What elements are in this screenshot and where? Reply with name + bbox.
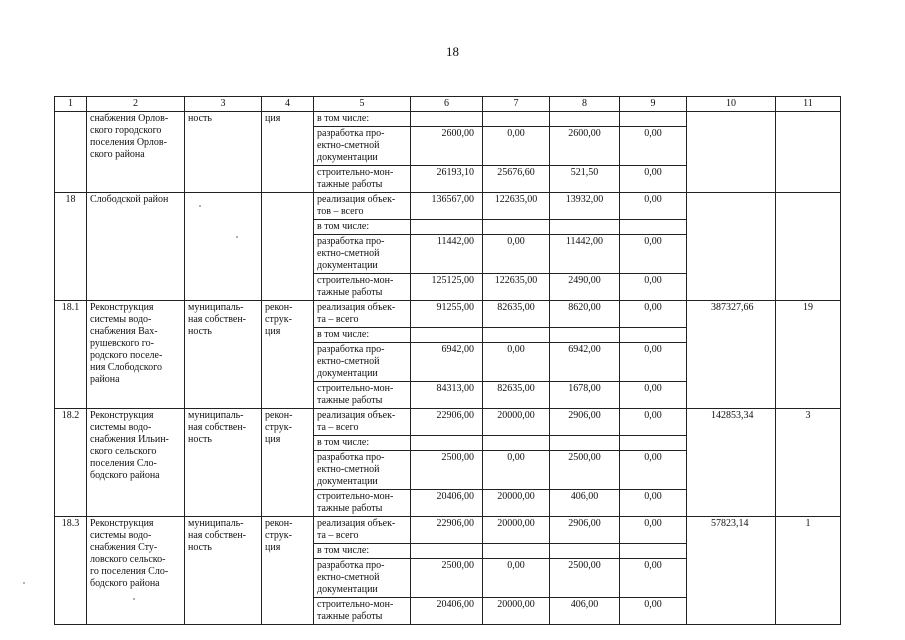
local-amount-cell: 0,00 — [620, 166, 687, 193]
federal-amount-cell: 20000,00 — [483, 490, 550, 517]
federal-amount-cell: 20000,00 — [483, 409, 550, 436]
object-name-cell: снабжения Орлов- ского городского поселения Орлов- ского района — [87, 112, 185, 193]
local-amount-cell: 0,00 — [620, 382, 687, 409]
table-row — [55, 517, 841, 544]
row-number-cell: 18.1 — [55, 301, 87, 409]
local-amount-cell: 0,00 — [620, 193, 687, 220]
regional-amount-cell: 2500,00 — [550, 559, 620, 598]
column-number: 11 — [776, 97, 841, 112]
scan-speck — [23, 582, 25, 584]
federal-amount-cell: 82635,00 — [483, 382, 550, 409]
regional-amount-cell: 2906,00 — [550, 517, 620, 544]
indicator-cell: строительно-мон- тажные работы — [314, 274, 411, 301]
regional-amount-cell: 521,50 — [550, 166, 620, 193]
indicator-cell: разработка про- ектно-сметной документации — [314, 559, 411, 598]
indicator-cell: разработка про- ектно-сметной документации — [314, 235, 411, 274]
row-number-cell: 18 — [55, 193, 87, 301]
regional-amount-cell: 406,00 — [550, 490, 620, 517]
row-number-cell — [55, 112, 87, 193]
cost-cell — [687, 112, 776, 193]
indicator-cell: в том числе: — [314, 544, 411, 559]
indicator-cell: строительно-мон- тажные работы — [314, 490, 411, 517]
column-number: 1 — [55, 97, 87, 112]
total-amount-cell: 6942,00 — [411, 343, 483, 382]
total-amount-cell — [411, 544, 483, 559]
column-numbers-row — [55, 97, 841, 112]
total-amount-cell: 125125,00 — [411, 274, 483, 301]
total-amount-cell: 2500,00 — [411, 559, 483, 598]
indicator-cell: реализация объек- тов – всего — [314, 193, 411, 220]
regional-amount-cell — [550, 112, 620, 127]
regional-amount-cell: 2500,00 — [550, 451, 620, 490]
federal-amount-cell: 20000,00 — [483, 517, 550, 544]
local-amount-cell — [620, 544, 687, 559]
federal-amount-cell: 0,00 — [483, 343, 550, 382]
regional-amount-cell: 11442,00 — [550, 235, 620, 274]
total-amount-cell: 91255,00 — [411, 301, 483, 328]
total-amount-cell: 20406,00 — [411, 490, 483, 517]
cost-cell: 387327,66 — [687, 301, 776, 409]
regional-amount-cell: 2490,00 — [550, 274, 620, 301]
federal-amount-cell: 0,00 — [483, 559, 550, 598]
federal-amount-cell: 122635,00 — [483, 193, 550, 220]
indicator-cell: строительно-мон- тажные работы — [314, 382, 411, 409]
federal-amount-cell — [483, 436, 550, 451]
federal-amount-cell — [483, 220, 550, 235]
federal-amount-cell: 0,00 — [483, 127, 550, 166]
indicator-cell: реализация объек- та – всего — [314, 409, 411, 436]
work-type-cell — [262, 193, 314, 301]
work-type-cell: рекон- струк- ция — [262, 517, 314, 625]
object-name-cell: Слободской район — [87, 193, 185, 301]
regional-amount-cell: 2906,00 — [550, 409, 620, 436]
regional-amount-cell: 406,00 — [550, 598, 620, 625]
federal-amount-cell: 82635,00 — [483, 301, 550, 328]
table-row — [55, 193, 841, 220]
local-amount-cell: 0,00 — [620, 343, 687, 382]
indicator-cell: разработка про- ектно-сметной документации — [314, 451, 411, 490]
federal-amount-cell: 122635,00 — [483, 274, 550, 301]
cost-cell — [687, 193, 776, 301]
total-amount-cell: 20406,00 — [411, 598, 483, 625]
column-number: 10 — [687, 97, 776, 112]
table-row — [55, 301, 841, 328]
total-amount-cell: 22906,00 — [411, 409, 483, 436]
ownership-cell: муниципаль- ная собствен- ность — [185, 517, 262, 625]
regional-amount-cell: 13932,00 — [550, 193, 620, 220]
indicator-cell: разработка про- ектно-сметной документации — [314, 343, 411, 382]
cost-cell: 142853,34 — [687, 409, 776, 517]
total-amount-cell: 2500,00 — [411, 451, 483, 490]
local-amount-cell: 0,00 — [620, 598, 687, 625]
work-type-cell: рекон- струк- ция — [262, 301, 314, 409]
ownership-cell: ность — [185, 112, 262, 193]
work-type-cell: рекон- струк- ция — [262, 409, 314, 517]
table-row — [55, 409, 841, 436]
federal-amount-cell: 0,00 — [483, 235, 550, 274]
total-amount-cell — [411, 220, 483, 235]
indicator-cell: разработка про- ектно-сметной документации — [314, 127, 411, 166]
column-number: 7 — [483, 97, 550, 112]
indicator-cell: в том числе: — [314, 436, 411, 451]
scan-speck — [199, 205, 201, 207]
total-amount-cell — [411, 112, 483, 127]
regional-amount-cell — [550, 544, 620, 559]
federal-amount-cell — [483, 328, 550, 343]
regional-amount-cell: 2600,00 — [550, 127, 620, 166]
federal-amount-cell — [483, 544, 550, 559]
scan-speck — [236, 236, 238, 238]
regional-amount-cell: 6942,00 — [550, 343, 620, 382]
indicator-cell: в том числе: — [314, 112, 411, 127]
total-amount-cell: 26193,10 — [411, 166, 483, 193]
local-amount-cell: 0,00 — [620, 559, 687, 598]
count-cell: 1 — [776, 517, 841, 625]
column-number: 3 — [185, 97, 262, 112]
column-number: 6 — [411, 97, 483, 112]
federal-amount-cell: 25676,60 — [483, 166, 550, 193]
total-amount-cell — [411, 328, 483, 343]
total-amount-cell: 2600,00 — [411, 127, 483, 166]
regional-amount-cell — [550, 436, 620, 451]
indicator-cell: в том числе: — [314, 328, 411, 343]
indicator-cell: в том числе: — [314, 220, 411, 235]
local-amount-cell: 0,00 — [620, 409, 687, 436]
count-cell — [776, 193, 841, 301]
local-amount-cell: 0,00 — [620, 127, 687, 166]
cost-cell: 57823,14 — [687, 517, 776, 625]
local-amount-cell — [620, 220, 687, 235]
federal-amount-cell: 20000,00 — [483, 598, 550, 625]
column-number: 2 — [87, 97, 185, 112]
table-row — [55, 112, 841, 127]
object-name-cell: Реконструкция системы водо- снабжения Сту- ловского сельско- го поселения Сло- бодского района — [87, 517, 185, 625]
total-amount-cell: 136567,00 — [411, 193, 483, 220]
total-amount-cell — [411, 436, 483, 451]
federal-amount-cell — [483, 112, 550, 127]
total-amount-cell: 84313,00 — [411, 382, 483, 409]
count-cell: 3 — [776, 409, 841, 517]
local-amount-cell — [620, 112, 687, 127]
federal-amount-cell: 0,00 — [483, 451, 550, 490]
regional-amount-cell — [550, 328, 620, 343]
count-cell: 19 — [776, 301, 841, 409]
column-number: 5 — [314, 97, 411, 112]
regional-amount-cell — [550, 220, 620, 235]
page-number: 18 — [446, 44, 459, 59]
local-amount-cell: 0,00 — [620, 235, 687, 274]
indicator-cell: строительно-мон- тажные работы — [314, 598, 411, 625]
indicator-cell: реализация объек- та – всего — [314, 301, 411, 328]
local-amount-cell — [620, 328, 687, 343]
ownership-cell — [185, 193, 262, 301]
object-name-cell: Реконструкция системы водо- снабжения Вах- рушевского го- родского поселе- ния Слободского района — [87, 301, 185, 409]
total-amount-cell: 22906,00 — [411, 517, 483, 544]
total-amount-cell: 11442,00 — [411, 235, 483, 274]
ownership-cell: муниципаль- ная собствен- ность — [185, 301, 262, 409]
row-number-cell: 18.3 — [55, 517, 87, 625]
indicator-cell: реализация объек- та – всего — [314, 517, 411, 544]
regional-amount-cell: 8620,00 — [550, 301, 620, 328]
local-amount-cell: 0,00 — [620, 301, 687, 328]
object-name-cell: Реконструкция системы водо- снабжения Ильин- ского сельского поселения Сло- бодского района — [87, 409, 185, 517]
indicator-cell: строительно-мон- тажные работы — [314, 166, 411, 193]
work-type-cell: ция — [262, 112, 314, 193]
local-amount-cell — [620, 436, 687, 451]
row-number-cell: 18.2 — [55, 409, 87, 517]
funding-table — [54, 96, 841, 625]
column-number: 4 — [262, 97, 314, 112]
count-cell — [776, 112, 841, 193]
ownership-cell: муниципаль- ная собствен- ность — [185, 409, 262, 517]
local-amount-cell: 0,00 — [620, 274, 687, 301]
local-amount-cell: 0,00 — [620, 517, 687, 544]
local-amount-cell: 0,00 — [620, 451, 687, 490]
column-number: 9 — [620, 97, 687, 112]
regional-amount-cell: 1678,00 — [550, 382, 620, 409]
local-amount-cell: 0,00 — [620, 490, 687, 517]
scan-speck — [133, 598, 135, 600]
column-number: 8 — [550, 97, 620, 112]
